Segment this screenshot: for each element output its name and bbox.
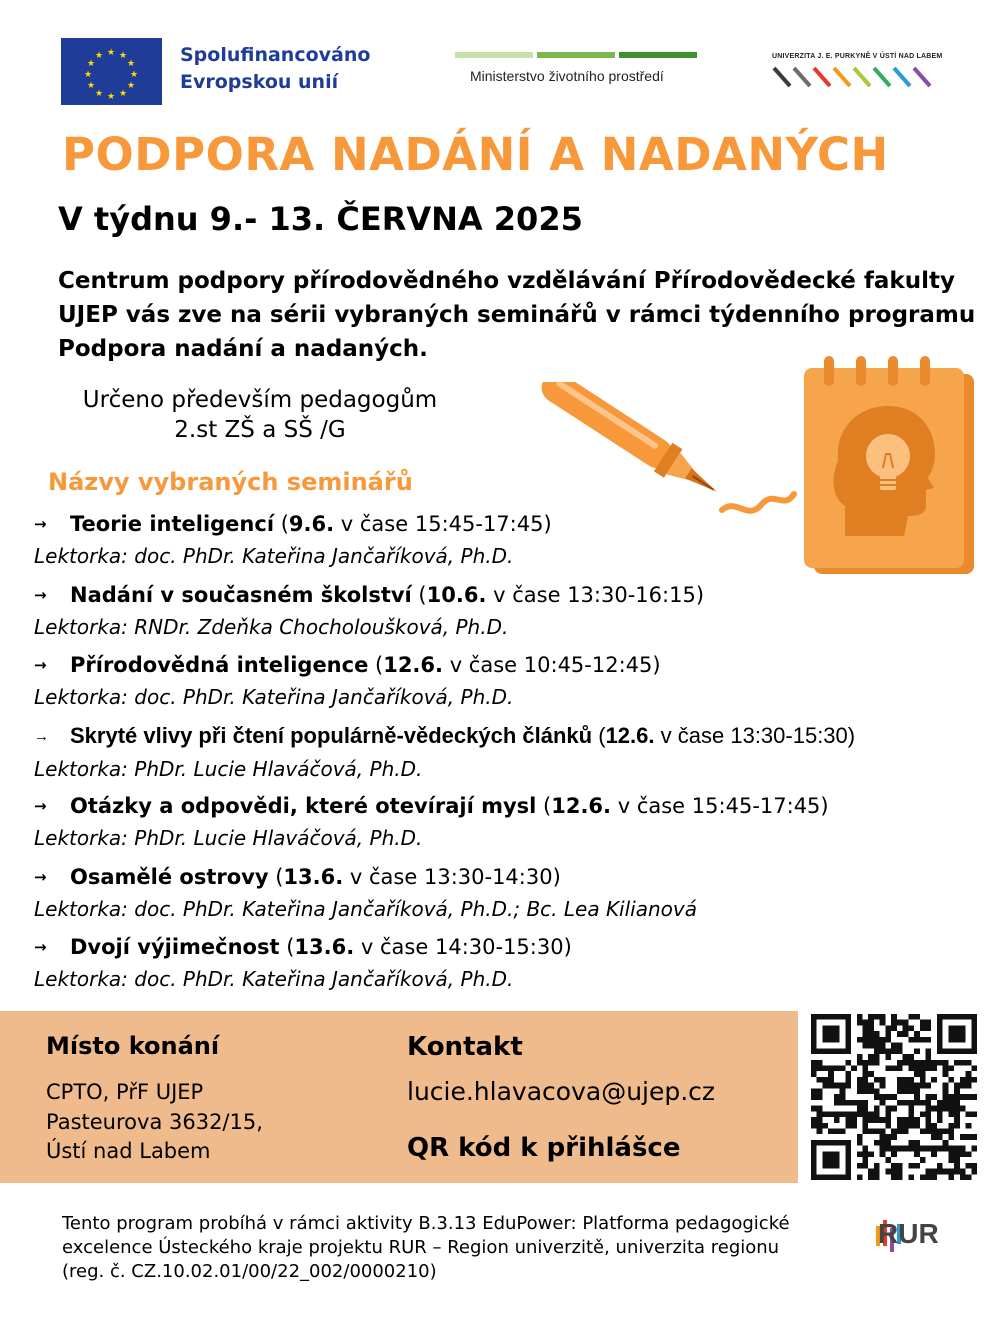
time-prefix: v čase [617, 794, 686, 818]
svg-text:★: ★ [86, 81, 96, 91]
svg-text:★: ★ [126, 81, 136, 91]
intro-paragraph: Centrum podpory přírodovědného vzdělávání Přírodovědecké fakulty UJEP vás zve na sérii vybraných seminářů v rámci týdenního programu Podpora nadání a nadaných. [58, 268, 976, 362]
eu-label-line2: Evropskou unií [180, 71, 339, 93]
seminar-time: 15:45-17:45 [414, 512, 544, 536]
seminar-date: 13.6. [283, 864, 344, 889]
svg-text:★: ★ [86, 59, 96, 69]
arrow-bullet-icon: → [34, 797, 47, 815]
time-prefix: v čase [660, 722, 725, 748]
svg-text:★: ★ [106, 48, 116, 58]
seminar-list [34, 507, 1004, 1001]
seminar-title: Přírodovědná inteligence [70, 653, 369, 677]
seminar-lecturer: Lektorka: doc. PhDr. Kateřina Jančaříková, Ph.D.; Bc. Lea Kilianová [34, 896, 697, 921]
contact-heading: Kontakt [407, 1032, 523, 1062]
seminar-lecturer: Lektorka: doc. PhDr. Kateřina Jančaříková, Ph.D. [34, 967, 514, 991]
eu-flag-icon [61, 38, 162, 105]
seminar-item: → Přírodovědná inteligence (12.6. v čase 10:45-12:45) Lektorka: doc. PhDr. Kateřina Jančaříková, Ph.D. [34, 648, 1004, 719]
arrow-bullet-icon: → [34, 656, 47, 674]
time-prefix: v čase [349, 864, 418, 889]
svg-text:★: ★ [118, 51, 128, 61]
seminar-item: → Otázky a odpovědi, které otevírají mysl (12.6. v čase 15:45-17:45) Lektorka: PhDr. Lucie Hlaváčová, Ph.D. [34, 789, 1004, 860]
seminar-date: 13.6. [294, 935, 355, 959]
svg-text:★: ★ [129, 70, 139, 80]
seminar-date: 10.6. [426, 582, 487, 607]
seminar-time: 13:30-14:30 [423, 864, 553, 889]
seminar-item: → Dvojí výjimečnost (13.6. v čase 14:30-15:30) Lektorka: doc. PhDr. Kateřina Jančaříková, Ph.D. [34, 930, 1004, 1001]
seminar-lecturer: Lektorka: doc. PhDr. Kateřina Jančaříková, Ph.D. [34, 685, 514, 709]
svg-text:★: ★ [94, 51, 104, 61]
svg-text:★: ★ [83, 70, 93, 80]
seminar-title: Osamělé ostrovy [70, 864, 269, 889]
pen-icon [522, 382, 802, 517]
time-prefix: v čase [340, 512, 409, 536]
seminar-item: → Nadání v současném školství (10.6. v čase 13:30-16:15) Lektorka: RNDr. Zdeňka Chocholoušková, Ph.D. [34, 578, 1004, 649]
time-prefix: v čase [360, 935, 429, 959]
eu-cofinancing-label [180, 42, 370, 96]
svg-text:★: ★ [94, 89, 104, 99]
venue-line3: Ústí nad Labem [46, 1139, 211, 1163]
seminar-time: 15:45-17:45 [691, 794, 821, 818]
university-logo-stripes [772, 64, 942, 94]
contact-email-link[interactable]: lucie.hlavacova@ujep.cz [407, 1077, 716, 1106]
page-title: PODPORA NADÁNÍ A NADANÝCH [62, 128, 889, 181]
seminar-title: Teorie inteligencí [70, 512, 275, 536]
seminar-item: → Osamělé ostrovy (13.6. v čase 13:30-14:30) Lektorka: doc. PhDr. Kateřina Jančaříková, Ph.D.; Bc. Lea Kilianová [34, 860, 1004, 931]
arrow-bullet-icon: → [34, 938, 47, 956]
audience-line1: Určeno především pedagogům [82, 387, 438, 413]
event-date: V týdnu 9.- 13. ČERVNA 2025 [58, 200, 583, 238]
seminars-heading: Názvy vybraných seminářů [48, 468, 413, 496]
seminar-time: 13:30-15:30 [730, 722, 848, 748]
seminar-date: 9.6. [288, 512, 335, 536]
audience-line2: 2.st ZŠ a SŠ /G [174, 417, 346, 443]
qr-caption: QR kód k přihlášce [407, 1133, 681, 1163]
qr-code-icon[interactable] [808, 1014, 980, 1180]
arrow-bullet-icon: → [34, 515, 47, 533]
seminar-title: Dvojí výjimečnost [70, 935, 280, 959]
seminar-date: 12.6. [383, 653, 443, 677]
seminar-time: 10:45-12:45 [523, 653, 653, 677]
eu-label-line1: Spolufinancováno [180, 44, 371, 66]
venue-line1: CPTO, PřF UJEP [46, 1080, 204, 1104]
seminar-lecturer: Lektorka: PhDr. Lucie Hlaváčová, Ph.D. [34, 826, 423, 850]
seminar-time: 13:30-16:15 [567, 582, 696, 607]
svg-text:★: ★ [126, 59, 136, 69]
ministry-logo-bars [455, 52, 697, 58]
seminar-item: → Skryté vlivy při čtení populárně-vědeckých článků (12.6. v čase 13:30-15:30) Lektorka: PhDr. Lucie Hlaváčová, Ph.D. [34, 719, 1004, 790]
time-prefix: v čase [449, 653, 518, 677]
svg-text:★: ★ [118, 89, 128, 99]
venue-heading: Místo konání [46, 1032, 220, 1060]
audience-note [40, 385, 480, 445]
svg-text:★: ★ [106, 92, 116, 102]
seminar-lecturer: Lektorka: doc. PhDr. Kateřina Jančaříková, Ph.D. [34, 544, 514, 568]
seminar-date: 12.6. [551, 794, 612, 818]
seminar-title: Otázky a odpovědi, které otevírají mysl [70, 794, 537, 818]
venue-line2: Pasteurova 3632/15, [46, 1110, 263, 1134]
seminar-lecturer: Lektorka: RNDr. Zdeňka Chocholoušková, Ph.D. [34, 614, 509, 639]
university-label: UNIVERZITA J. E. PURKYNĚ V ÚSTÍ NAD LABEM [772, 53, 943, 60]
footer-note: Tento program probíhá v rámci aktivity B.3.13 EduPower: Platforma pedagogické excelence Ústeckého kraje projektu RUR – Region univerzitě, univerzita regionu (reg. č. CZ.10.02.01/00/22_002/0000210) [62, 1213, 790, 1282]
arrow-bullet-icon: → [34, 727, 49, 745]
seminar-title: Skryté vlivy při čtení populárně-vědeckých článků [70, 722, 593, 748]
seminar-item: → Teorie inteligencí (9.6. v čase 15:45-17:45) Lektorka: doc. PhDr. Kateřina Jančaříková, Ph.D. [34, 507, 1004, 578]
seminar-time: 14:30-15:30 [434, 935, 564, 959]
time-prefix: v čase [493, 582, 561, 607]
seminar-title: Nadání v současném školství [70, 582, 412, 607]
ministry-label: Ministerstvo životního prostředí [470, 68, 664, 84]
arrow-bullet-icon: → [34, 867, 47, 886]
seminar-lecturer: Lektorka: PhDr. Lucie Hlaváčová, Ph.D. [34, 756, 423, 781]
seminar-date: 12.6. [605, 722, 655, 748]
rur-logo-text: RUR [878, 1218, 939, 1249]
arrow-bullet-icon: → [34, 585, 47, 604]
